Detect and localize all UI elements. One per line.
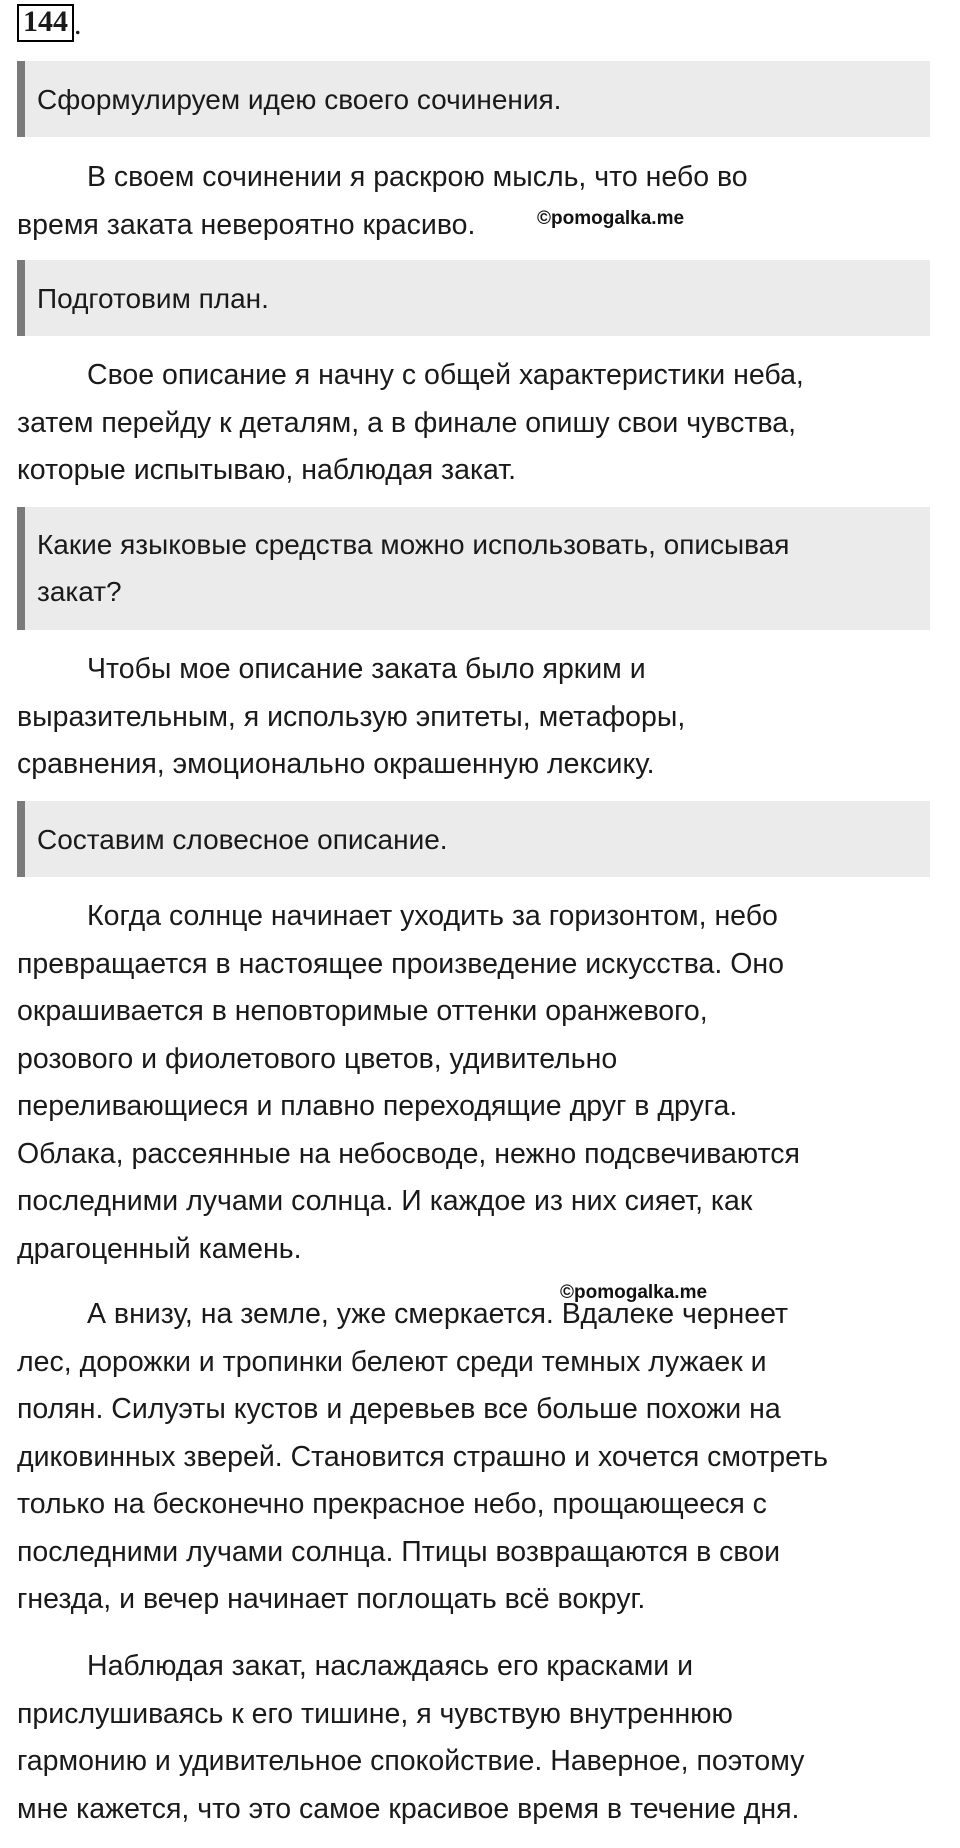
section-heading-plan: Подготовим план.	[17, 260, 930, 336]
paragraph-line: время заката невероятно красиво.	[17, 208, 476, 241]
paragraph-line: переливающиеся и плавно переходящие друг в друга.	[17, 1090, 738, 1122]
paragraph-description-2	[17, 1291, 947, 1624]
section-heading-idea: Сформулируем идею своего сочинения.	[17, 61, 930, 137]
paragraph-line: В своем сочинении я раскрою мысль, что небо во	[87, 161, 748, 193]
paragraph-line: Чтобы мое описание заката было ярким и	[87, 653, 646, 685]
paragraph-line: гармонию и удивительное спокойствие. Наверное, поэтому	[17, 1745, 805, 1777]
task-number	[17, 6, 82, 42]
heading-line: закат?	[37, 576, 122, 607]
paragraph-line: Когда солнце начинает уходить за горизонтом, небо	[87, 900, 778, 932]
paragraph-line: превращается в настоящее произведение искусства. Оно	[17, 947, 784, 980]
paragraph-description-3	[17, 1643, 947, 1833]
paragraph-line: последними лучами солнца. Птицы возвращаются в свои	[17, 1535, 781, 1568]
paragraph-line: сравнения, эмоционально окрашенную лексику.	[17, 748, 655, 780]
paragraph-line: гнезда, и вечер начинает поглощать всё вокруг.	[17, 1583, 646, 1615]
paragraph-line: только на бесконечно прекрасное небо, прощающееся с	[17, 1488, 767, 1520]
paragraph-line: выразительным, я использую эпитеты, метафоры,	[17, 700, 686, 733]
paragraph-line: мне кажется, что это самое красивое время в течение дня.	[17, 1792, 800, 1825]
paragraph-language-means	[17, 646, 947, 789]
paragraph-idea	[17, 154, 947, 249]
paragraph-line: которые испытываю, наблюдая закат.	[17, 454, 517, 486]
paragraph-line: Свое описание я начну с общей характеристики неба,	[87, 359, 804, 391]
paragraph-line: последними лучами солнца. И каждое из них сияет, как	[17, 1185, 753, 1217]
paragraph-description-1	[17, 893, 947, 1273]
watermark: ©pomogalka.me	[560, 1282, 708, 1303]
paragraph-line: А внизу, на земле, уже смеркается. Вдалеке чернеет	[87, 1298, 789, 1330]
paragraph-line: окрашивается в неповторимые оттенки оранжевого,	[17, 995, 708, 1027]
task-number-box: 144	[17, 4, 74, 42]
paragraph-plan	[17, 352, 947, 495]
watermark: ©pomogalka.me	[537, 208, 685, 229]
heading-line: Какие языковые средства можно использовать, описывая	[37, 529, 790, 560]
paragraph-line: розового и фиолетового цветов, удивительно	[17, 1042, 618, 1075]
paragraph-line: диковинных зверей. Становится страшно и хочется смотреть	[17, 1440, 828, 1473]
paragraph-line: прислушиваясь к его тишине, я чувствую внутреннюю	[17, 1697, 733, 1730]
paragraph-line: затем перейду к деталям, а в финале опишу свои чувства,	[17, 406, 797, 439]
paragraph-line: Наблюдая закат, наслаждаясь его красками и	[87, 1650, 694, 1682]
section-heading-language-means	[17, 507, 930, 630]
paragraph-line: полян. Силуэты кустов и деревьев все больше похожи на	[17, 1393, 781, 1425]
paragraph-line: лес, дорожки и тропинки белеют среди темных лужаек и	[17, 1345, 767, 1378]
task-number-dot: .	[74, 8, 82, 41]
section-heading-description: Составим словесное описание.	[17, 801, 930, 877]
paragraph-line: драгоценный камень.	[17, 1232, 302, 1265]
paragraph-line: Облака, рассеянные на небосводе, нежно подсвечиваются	[17, 1137, 800, 1170]
